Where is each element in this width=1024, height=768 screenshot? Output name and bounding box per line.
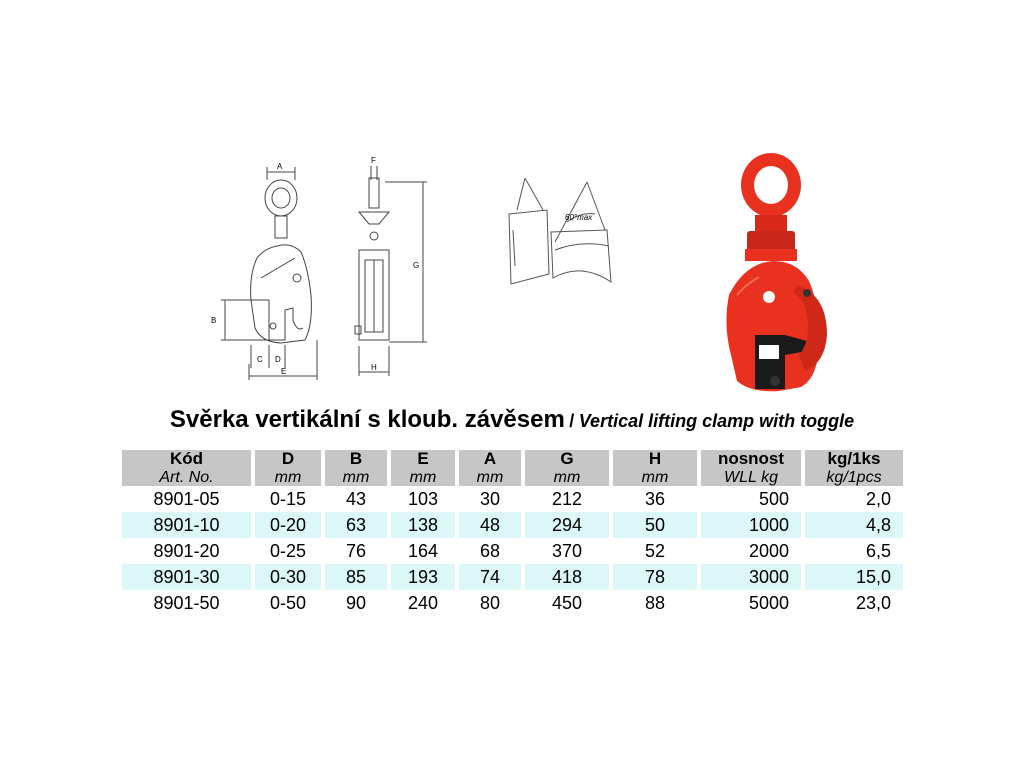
table-row	[122, 538, 903, 564]
cell-d: 0-25	[253, 538, 323, 564]
cell-a: 80	[457, 590, 523, 616]
cell-b: 63	[323, 512, 389, 538]
cell-code: 8901-05	[153, 489, 220, 509]
side-view-svg	[345, 150, 440, 380]
cell-h: 88	[611, 590, 699, 616]
cell-d: 0-20	[253, 512, 323, 538]
cell-a: 74	[457, 564, 523, 590]
cell-d: 0-30	[253, 564, 323, 590]
cell-code: 8901-50	[153, 593, 220, 613]
col-header-h: H mm	[611, 450, 699, 486]
cell-wll: 1000	[699, 512, 803, 538]
cell-e: 240	[389, 590, 457, 616]
cell-h: 36	[611, 486, 699, 512]
cell-weight: 6,5	[803, 538, 903, 564]
col-header-wll: nosnost WLL kg	[699, 450, 803, 486]
cell-e: 103	[389, 486, 457, 512]
usage-sketch-svg	[495, 170, 630, 300]
title-main: Svěrka vertikální s kloub. závěsem	[169, 406, 565, 433]
angle-label: 60°max	[565, 213, 593, 222]
cell-b: 43	[323, 486, 389, 512]
table-row	[122, 486, 903, 512]
cell-wll: 2000	[699, 538, 803, 564]
col-header-code: Kód Art. No.	[122, 450, 253, 486]
front-view-drawing	[205, 150, 325, 380]
dim-label-e: E	[281, 367, 287, 376]
cell-h: 78	[611, 564, 699, 590]
spec-table	[122, 450, 903, 616]
col-header-d: D mm	[253, 450, 323, 486]
table-header-row	[122, 450, 903, 486]
cell-wll: 5000	[699, 590, 803, 616]
product-figures	[0, 140, 1024, 400]
cell-a: 68	[457, 538, 523, 564]
dim-label-d: D	[275, 355, 281, 364]
cell-h: 52	[611, 538, 699, 564]
cell-d: 0-15	[253, 486, 323, 512]
front-view-svg	[205, 150, 325, 380]
cell-b: 90	[323, 590, 389, 616]
cell-code: 8901-30	[122, 564, 253, 590]
clamp-photo-svg	[715, 145, 845, 395]
col-header-weight: kg/1ks kg/1pcs	[803, 450, 903, 486]
cell-wll: 3000	[699, 564, 803, 590]
table-row	[122, 512, 903, 538]
dim-label-c: C	[257, 355, 263, 364]
cell-code: 8901-10	[122, 512, 253, 538]
cell-h: 50	[611, 512, 699, 538]
title-subtitle: Vertical lifting clamp with toggle	[578, 411, 855, 431]
cell-weight: 15,0	[803, 564, 903, 590]
cell-b: 85	[323, 564, 389, 590]
cell-code: 8901-20	[153, 541, 220, 561]
col-header-g: G mm	[523, 450, 611, 486]
cell-a: 30	[457, 486, 523, 512]
col-header-a: A mm	[457, 450, 523, 486]
table-row	[122, 590, 903, 616]
cell-g: 294	[523, 512, 611, 538]
clamp-photo	[715, 145, 845, 395]
cell-g: 370	[523, 538, 611, 564]
cell-d: 0-50	[253, 590, 323, 616]
cell-a: 48	[457, 512, 523, 538]
cell-b: 76	[323, 538, 389, 564]
col-header-e: E mm	[389, 450, 457, 486]
cell-wll: 500	[699, 486, 803, 512]
cell-e: 193	[389, 564, 457, 590]
dim-label-g: G	[413, 261, 420, 270]
cell-e: 138	[389, 512, 457, 538]
dim-label-b: B	[211, 316, 217, 325]
table-row	[122, 564, 903, 590]
col-header-b: B mm	[323, 450, 389, 486]
page-title	[0, 406, 1024, 434]
cell-g: 418	[523, 564, 611, 590]
usage-sketch	[495, 170, 630, 300]
cell-g: 212	[523, 486, 611, 512]
cell-g: 450	[523, 590, 611, 616]
cell-e: 164	[389, 538, 457, 564]
side-view-drawing	[345, 150, 440, 380]
dim-label-a: A	[277, 162, 283, 171]
cell-weight: 2,0	[803, 486, 903, 512]
cell-weight: 23,0	[803, 590, 903, 616]
title-separator: /	[569, 411, 575, 431]
dim-label-f: F	[371, 156, 376, 165]
cell-weight: 4,8	[803, 512, 903, 538]
dim-label-h: H	[371, 363, 377, 372]
